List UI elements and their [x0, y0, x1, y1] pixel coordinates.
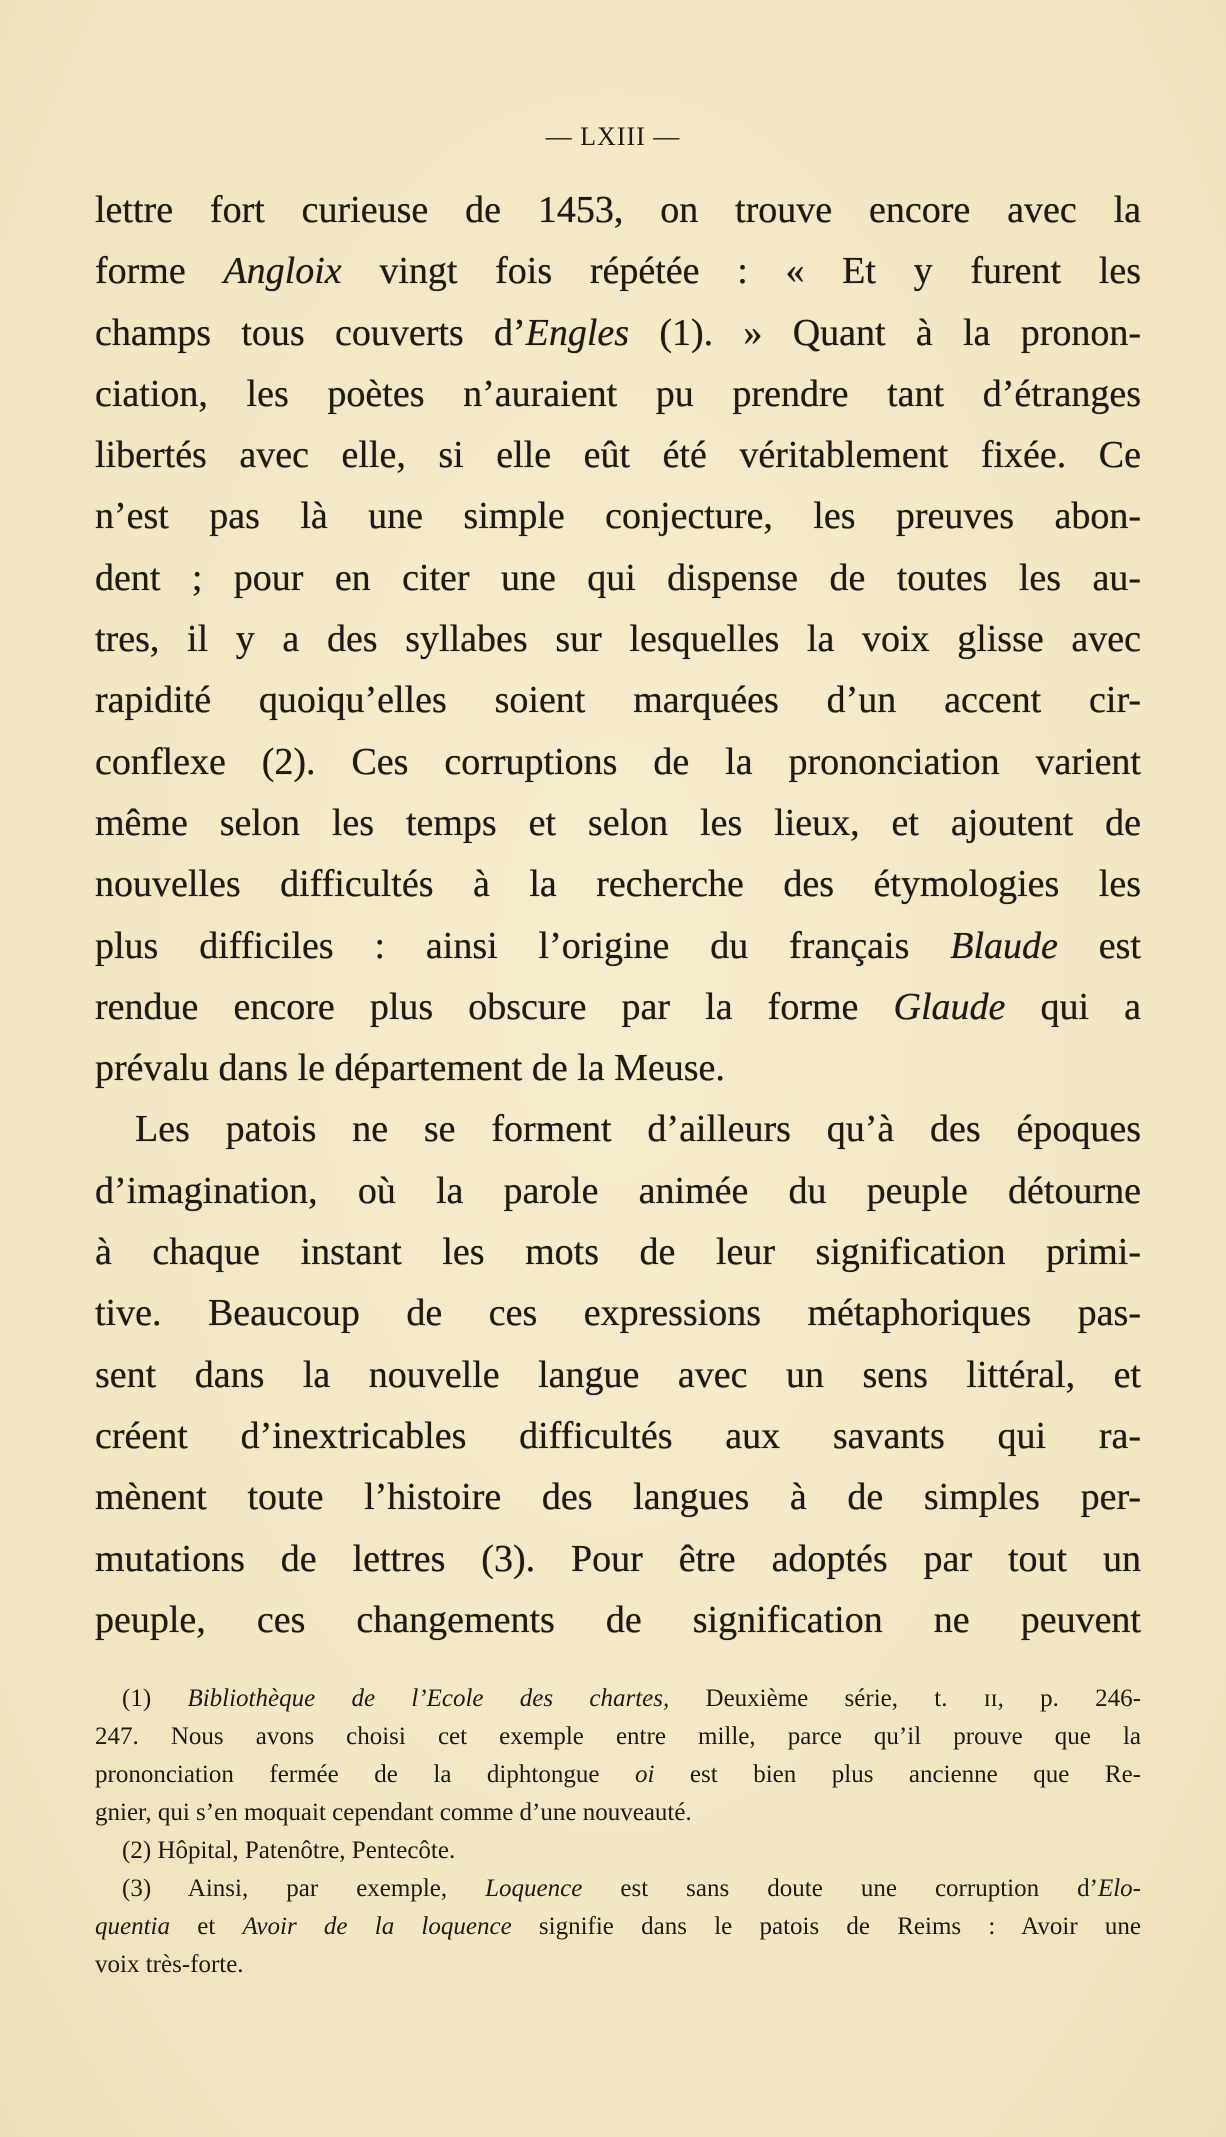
- text-line: [95, 1590, 1141, 1651]
- italic-text: Glaude: [893, 985, 1006, 1028]
- text-line: [95, 303, 1141, 364]
- text-line: [95, 1222, 1141, 1283]
- text-line: [95, 1283, 1141, 1344]
- text-segment: tres, il y a des syllabes sur lesquelles la voix glisse avec: [95, 618, 1141, 661]
- text-segment: créent d’inextricables difficultés aux savants qui ra-: [95, 1414, 1141, 1457]
- italic-text: quentia: [95, 1913, 170, 1940]
- text-segment: (3) Ainsi, par exemple,: [122, 1875, 486, 1902]
- text-segment: rapidité quoiqu’elles soient marquées d’un accent cir-: [95, 679, 1141, 722]
- text-segment: d’imagination, où la parole animée du peuple détourne: [95, 1169, 1141, 1212]
- text-segment: conflexe (2). Ces corruptions de la prononciation varient: [95, 740, 1141, 783]
- italic-text: Bibliothèque de l’Ecole des chartes,: [187, 1685, 670, 1712]
- text-segment: à chaque instant les mots de leur signification primi-: [95, 1231, 1141, 1274]
- text-line: [95, 1467, 1141, 1528]
- text-line: [95, 486, 1141, 547]
- footnotes: [95, 1680, 1141, 1984]
- text-line: [95, 670, 1141, 731]
- italic-text: Elo-: [1097, 1875, 1141, 1902]
- text-line: [95, 241, 1141, 302]
- text-segment: Les patois ne se forment d’ailleurs qu’à des époques: [135, 1108, 1141, 1151]
- body-text: [95, 180, 1141, 1651]
- text-line: [95, 1099, 1141, 1160]
- text-segment: sent dans la nouvelle langue avec un sens littéral, et: [95, 1353, 1141, 1396]
- footnote-line: [95, 1870, 1141, 1908]
- text-segment: 247. Nous avons choisi cet exemple entre mille, parce qu’il prouve que la: [95, 1723, 1141, 1750]
- text-line: [95, 1529, 1141, 1590]
- text-segment: prononciation fermée de la diphtongue: [95, 1761, 635, 1788]
- text-segment: dent ; pour en citer une qui dispense de toutes les au-: [95, 556, 1141, 599]
- text-segment: mutations de lettres (3). Pour être adoptés par tout un: [95, 1537, 1141, 1580]
- text-segment: (1). » Quant à la pronon-: [629, 311, 1141, 354]
- text-line: [95, 854, 1141, 915]
- text-segment: tive. Beaucoup de ces expressions métaphoriques pas-: [95, 1292, 1141, 1335]
- text-line: [95, 364, 1141, 425]
- text-segment: n’est pas là une simple conjecture, les preuves abon-: [95, 495, 1141, 538]
- text-segment: signifie dans le patois de Reims : Avoir une: [511, 1913, 1141, 1940]
- text-line: [95, 732, 1141, 793]
- text-segment: nouvelles difficultés à la recherche des étymologies les: [95, 863, 1141, 906]
- text-line: [95, 180, 1141, 241]
- italic-text: oi: [634, 1761, 655, 1788]
- text-line: [95, 609, 1141, 670]
- text-line: [95, 793, 1141, 854]
- text-line: [95, 1161, 1141, 1222]
- text-line: [95, 1038, 1141, 1099]
- text-line: [95, 548, 1141, 609]
- footnote-line: [95, 1908, 1141, 1946]
- text-line: [95, 916, 1141, 977]
- text-segment: plus difficiles : ainsi l’origine du français: [95, 924, 951, 967]
- text-segment: libertés avec elle, si elle eût été véritablement fixée. Ce: [95, 434, 1141, 477]
- text-segment: forme: [95, 250, 224, 293]
- text-segment: est sans doute une corruption d’: [582, 1875, 1098, 1902]
- page-number-header: — LXIII —: [545, 122, 681, 151]
- text-segment: qui a: [1005, 985, 1141, 1028]
- text-segment: (2) Hôpital, Patenôtre, Pentecôte.: [122, 1837, 456, 1864]
- text-segment: champs tous couverts d’: [95, 311, 526, 354]
- text-segment: (1): [122, 1685, 188, 1712]
- footnote-line: [95, 1832, 1141, 1870]
- text-segment: lettre fort curieuse de 1453, on trouve encore avec la: [95, 189, 1141, 231]
- text-line: [95, 1406, 1141, 1467]
- text-segment: ciation, les poètes n’auraient pu prendre tant d’étranges: [95, 372, 1141, 415]
- footnote-line: [95, 1756, 1141, 1794]
- italic-text: Engles: [525, 311, 630, 354]
- italic-text: Angloix: [223, 250, 342, 293]
- text-segment: même selon les temps et selon les lieux, et ajoutent de: [95, 801, 1141, 844]
- text-segment: gnier, qui s’en moquait cependant comme d’une nouveauté.: [95, 1799, 692, 1826]
- text-line: [95, 977, 1141, 1038]
- text-line: [95, 425, 1141, 486]
- footnote-line: [95, 1794, 1141, 1832]
- text-segment: et: [170, 1913, 243, 1940]
- text-segment: Deuxième série, t. ɪɪ, p. 246-: [669, 1685, 1142, 1712]
- italic-text: Avoir de la loquence: [242, 1913, 512, 1940]
- text-segment: rendue encore plus obscure par la forme: [95, 985, 894, 1028]
- footnote-line: [95, 1718, 1141, 1756]
- text-segment: est bien plus ancienne que Re-: [654, 1761, 1141, 1788]
- footnote-line: [95, 1680, 1141, 1718]
- text-line: [95, 1345, 1141, 1406]
- footnote-line: [95, 1946, 1141, 1984]
- text-segment: mènent toute l’histoire des langues à de simples per-: [95, 1476, 1141, 1519]
- text-segment: vingt fois répétée : « Et y furent les: [341, 250, 1141, 293]
- italic-text: Blaude: [950, 924, 1058, 967]
- text-segment: voix très-forte.: [95, 1951, 244, 1978]
- text-segment: prévalu dans le département de la Meuse.: [95, 1047, 725, 1090]
- text-segment: est: [1057, 924, 1141, 967]
- text-segment: peuple, ces changements de signification ne peuvent: [95, 1598, 1141, 1641]
- italic-text: Loquence: [485, 1875, 583, 1902]
